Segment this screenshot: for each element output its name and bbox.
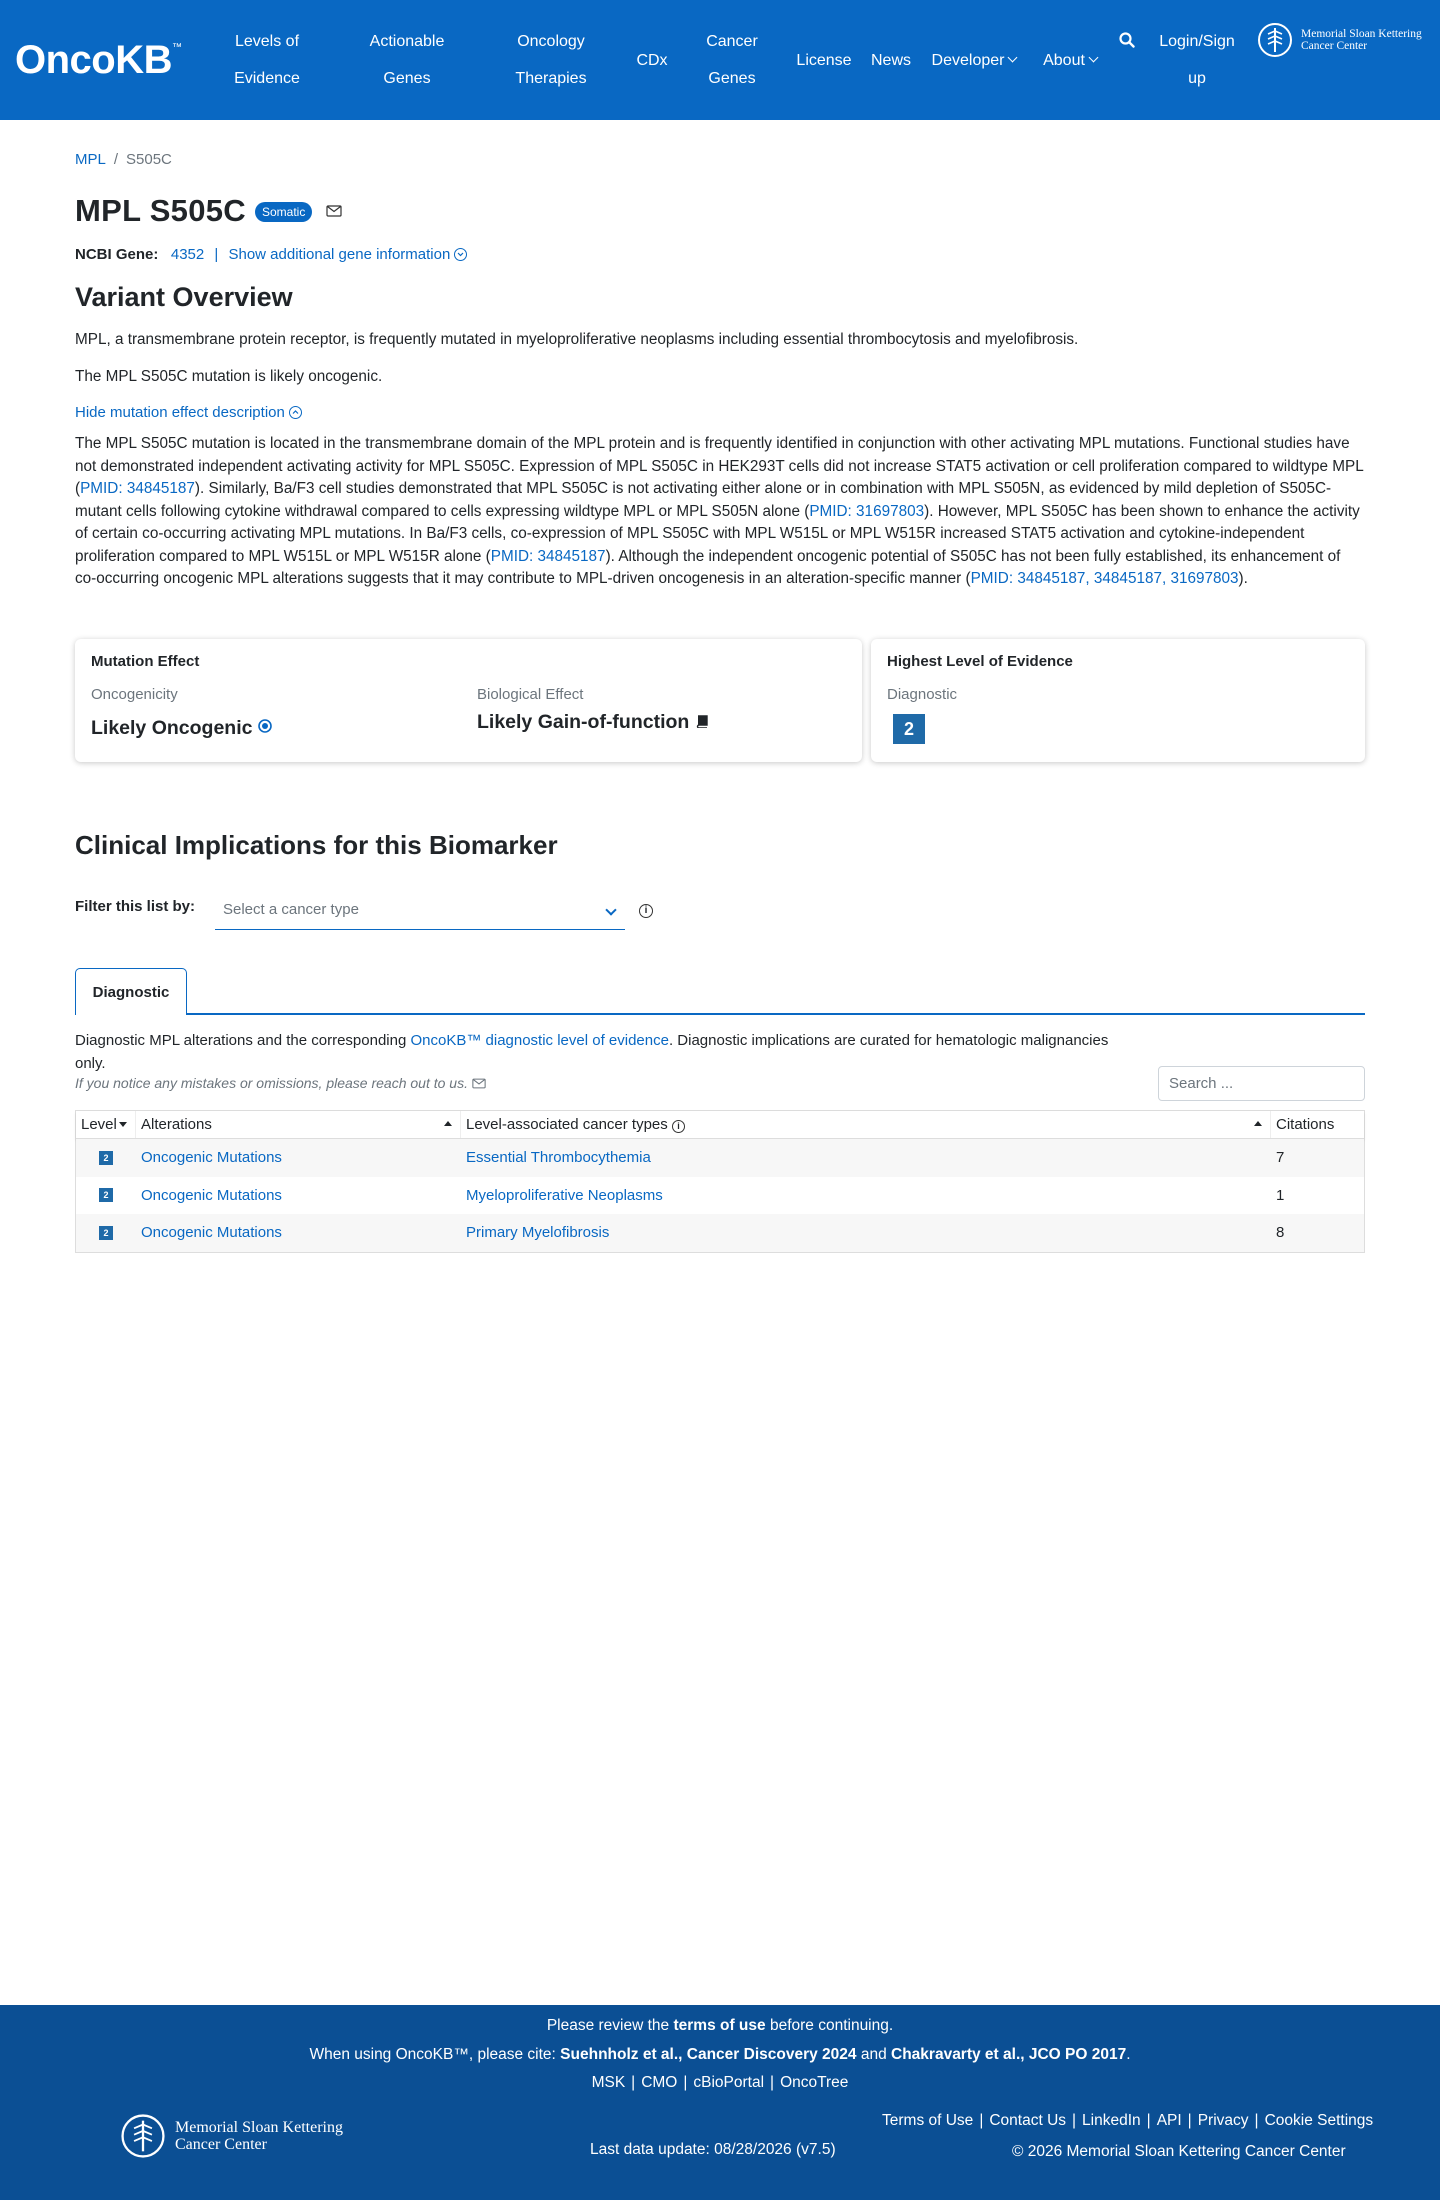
nav-about[interactable]: About bbox=[1036, 0, 1104, 120]
breadcrumb: MPL / S505C bbox=[75, 151, 172, 168]
mutation-effect-description: The MPL S505C mutation is located in the transmembrane domain of the MPL protein and is frequently identified in conjunction with other activating MPL mutations. Functional studies have not demonstrated independent activating activity for MPL S505C. Expression of MPL S505C in HEK293T cells did not increase STAT5 activation or cell proliferation compared to wildtype MPL (PMID: 34845187). Similarly, Ba/F3 cell studies demonstrated that MPL S505C is not activating either alone or in combination with MPL S505N, as evidenced by mild depletion of S505C-mutant cells following cytokine withdrawal compared to cells expressing wildtype MPL or MPL S505N alone (PMID: 31697803). However, MPL S505C has been shown to enhance the activity of certain co-occurring activating MPL mutations. In Ba/F3 cells, co-expression of MPL S505C with MPL W515L or MPL W515R increased STAT5 activation and cytokine-independent proliferation compared to MPL W515L or MPL W515R alone (PMID: 34845187). Although the independent oncogenic potential of S505C has not been fully established, its enhancement of co-occurring oncogenic MPL alterations suggests that it may contribute to MPL-driven oncogenesis in an alteration-specific manner (PMID: 34845187, 34845187, 31697803). bbox=[75, 435, 1364, 587]
clinical-implications-heading: Clinical Implications for this Biomarker bbox=[75, 830, 558, 860]
footer bbox=[0, 2005, 1440, 2200]
footer-link-msk[interactable]: MSK bbox=[591, 2074, 626, 2091]
nav-levels-of-evidence[interactable]: Levels of Evidence bbox=[234, 33, 300, 87]
mutation-effect-title: Mutation Effect bbox=[91, 653, 200, 670]
terms-of-use-link[interactable]: terms of use bbox=[673, 2017, 766, 2034]
highest-level-title: Highest Level of Evidence bbox=[887, 653, 1073, 670]
chevron-up-circle-icon bbox=[289, 406, 302, 419]
pmid-link[interactable]: PMID: 34845187 bbox=[490, 547, 606, 565]
variant-summary: The MPL S505C mutation is likely oncogenic. bbox=[75, 368, 383, 385]
citations-count[interactable]: 1 bbox=[1276, 1186, 1285, 1204]
footer-links-secondary: Terms of Use | Contact Us | LinkedIn | API | Privacy | Cookie Settings bbox=[882, 2112, 1374, 2129]
terms-notice: Please review the terms of use before continuing. bbox=[546, 2017, 894, 2034]
nav-cancer-genes[interactable]: Cancer Genes bbox=[706, 33, 758, 87]
level-badge[interactable]: 2 bbox=[99, 1188, 113, 1202]
pmid-link[interactable]: PMID: 31697803 bbox=[809, 502, 925, 520]
ncbi-gene-link[interactable]: 4352 bbox=[170, 246, 205, 263]
footer-link-cbioportal[interactable]: cBioPortal bbox=[693, 2074, 765, 2091]
level-badge[interactable]: 2 bbox=[99, 1226, 113, 1240]
oncogenicity-value: Likely Oncogenic bbox=[91, 717, 272, 740]
copyright: © 2026 Memorial Sloan Kettering Cancer Center bbox=[1012, 2143, 1346, 2160]
col-alterations[interactable]: Alterations bbox=[136, 1111, 461, 1138]
footer-link-api[interactable]: API bbox=[1156, 2112, 1182, 2129]
top-navbar bbox=[0, 0, 1440, 120]
info-icon[interactable]: i bbox=[639, 904, 653, 918]
footer-msk-logo[interactable]: Memorial Sloan Kettering Cancer Center bbox=[120, 2113, 343, 2159]
chevron-down-circle-icon bbox=[454, 248, 467, 261]
col-citations[interactable]: Citations bbox=[1276, 1116, 1335, 1133]
variant-overview-heading: Variant Overview bbox=[75, 282, 293, 312]
diagnostic-description: Diagnostic MPL alterations and the corresponding OncoKB™ diagnostic level of evidence. Diagnostic implications are curated for hematologic malignancies only. bbox=[75, 1032, 1109, 1072]
alteration-link[interactable]: Oncogenic Mutations bbox=[141, 1186, 282, 1204]
feedback-note: If you notice any mistakes or omissions, please reach out to us. bbox=[75, 1075, 486, 1091]
somatic-badge: Somatic bbox=[255, 202, 312, 222]
cancer-type-link[interactable]: Myeloproliferative Neoplasms bbox=[466, 1186, 663, 1204]
gene-summary: MPL, a transmembrane protein receptor, is frequently mutated in myeloproliferative neoplasms including essential thrombocytosis and myelofibrosis. bbox=[75, 331, 1079, 348]
msk-emblem-icon bbox=[1257, 22, 1293, 58]
search-icon[interactable] bbox=[1119, 32, 1135, 48]
tab-underline bbox=[75, 1013, 1365, 1015]
diagnostic-level-link[interactable]: OncoKB™ diagnostic level of evidence bbox=[410, 1032, 669, 1049]
oncogenicity-label: Oncogenicity bbox=[91, 686, 178, 703]
page-title-row bbox=[75, 193, 342, 229]
chevron-down-icon bbox=[1008, 52, 1018, 62]
nav-cdx[interactable]: CDx bbox=[636, 51, 668, 69]
footer-link-contact[interactable]: Contact Us bbox=[989, 2112, 1067, 2129]
msk-logo[interactable]: Memorial Sloan Kettering Cancer Center bbox=[1257, 22, 1422, 58]
cancer-type-select[interactable]: Select a cancer type bbox=[215, 896, 625, 930]
oncokb-logo[interactable]: OncoKB™ bbox=[15, 38, 182, 82]
footer-links-primary: MSK | CMO | cBioPortal | OncoTree bbox=[591, 2074, 849, 2091]
table-row bbox=[76, 1214, 1364, 1252]
tab-diagnostic[interactable]: Diagnostic bbox=[75, 968, 187, 1015]
envelope-icon[interactable] bbox=[472, 1078, 486, 1089]
citation-link[interactable]: Suehnholz et al., Cancer Discovery 2024 bbox=[560, 2046, 857, 2063]
chevron-down-icon bbox=[1088, 52, 1098, 62]
footer-link-privacy[interactable]: Privacy bbox=[1197, 2112, 1249, 2129]
pmid-link[interactable]: PMID: 34845187, 34845187, 31697803 bbox=[970, 570, 1239, 587]
col-cancer-types[interactable]: Level-associated cancer types i bbox=[461, 1111, 1271, 1138]
ncbi-label: NCBI Gene: bbox=[75, 246, 159, 263]
mutation-effect-card bbox=[75, 639, 862, 762]
envelope-icon[interactable] bbox=[326, 205, 342, 217]
citations-count[interactable]: 8 bbox=[1276, 1224, 1285, 1242]
nav-license[interactable]: License bbox=[796, 51, 852, 69]
book-icon[interactable] bbox=[695, 714, 709, 728]
level-2-badge[interactable]: 2 bbox=[893, 714, 925, 744]
implications-table bbox=[75, 1110, 1365, 1253]
cancer-type-link[interactable]: Primary Myelofibrosis bbox=[466, 1224, 610, 1242]
oncogenic-target-icon bbox=[258, 719, 272, 733]
filter-label: Filter this list by: bbox=[75, 898, 196, 915]
footer-link-terms[interactable]: Terms of Use bbox=[882, 2112, 974, 2129]
table-search-input[interactable]: Search ... bbox=[1158, 1066, 1365, 1101]
nav-news[interactable]: News bbox=[870, 51, 911, 69]
alteration-link[interactable]: Oncogenic Mutations bbox=[141, 1149, 282, 1167]
breadcrumb-gene-link[interactable]: MPL bbox=[75, 151, 106, 168]
table-header bbox=[76, 1111, 1364, 1139]
footer-link-oncotree[interactable]: OncoTree bbox=[780, 2074, 849, 2091]
hide-description-link[interactable]: Hide mutation effect description bbox=[75, 404, 302, 421]
highest-level-card bbox=[871, 639, 1365, 762]
alteration-link[interactable]: Oncogenic Mutations bbox=[141, 1224, 282, 1242]
col-level[interactable]: Level bbox=[76, 1111, 136, 1138]
sort-asc-icon bbox=[444, 1121, 452, 1126]
biological-effect-value: Likely Gain-of-function bbox=[477, 711, 709, 734]
ncbi-gene-row: NCBI Gene: 4352 | Show additional gene information bbox=[75, 246, 467, 263]
info-icon[interactable]: i bbox=[672, 1120, 685, 1133]
sort-desc-icon bbox=[119, 1122, 127, 1127]
table-row bbox=[76, 1139, 1364, 1177]
show-gene-info-link[interactable]: Show additional gene information bbox=[228, 246, 467, 263]
citations-count[interactable]: 7 bbox=[1276, 1149, 1285, 1167]
nav-actionable-genes[interactable]: Actionable Genes bbox=[369, 33, 445, 87]
footer-link-cookie-settings[interactable]: Cookie Settings bbox=[1264, 2112, 1374, 2129]
nav-oncology-therapies[interactable]: Oncology Therapies bbox=[515, 33, 587, 87]
msk-emblem-icon bbox=[120, 2113, 166, 2159]
page-title: MPL S505C bbox=[75, 193, 246, 228]
cancer-type-link[interactable]: Essential Thrombocythemia bbox=[466, 1149, 651, 1167]
last-data-update: Last data update: 08/28/2026 (v7.5) bbox=[590, 2141, 836, 2158]
pmid-link[interactable]: PMID: 34845187 bbox=[80, 480, 195, 497]
citation-notice: When using OncoKB™, please cite: Suehnholz et al., Cancer Discovery 2024 and Chakravarty et al., JCO PO 2017. bbox=[309, 2046, 1131, 2063]
breadcrumb-variant: S505C bbox=[126, 151, 172, 168]
table-row bbox=[76, 1177, 1364, 1215]
footer-link-linkedin[interactable]: LinkedIn bbox=[1082, 2112, 1141, 2129]
nav-developer[interactable]: Developer bbox=[926, 0, 1022, 120]
sort-asc-icon bbox=[1254, 1121, 1262, 1126]
footer-link-cmo[interactable]: CMO bbox=[641, 2074, 678, 2091]
citation-link[interactable]: Chakravarty et al., JCO PO 2017 bbox=[891, 2046, 1127, 2063]
biological-effect-label: Biological Effect bbox=[477, 686, 584, 703]
chevron-down-icon bbox=[605, 904, 616, 915]
highest-level-category: Diagnostic bbox=[887, 686, 958, 703]
nav-login-signup[interactable]: Login/Sign up bbox=[1159, 33, 1235, 87]
level-badge[interactable]: 2 bbox=[99, 1151, 113, 1165]
